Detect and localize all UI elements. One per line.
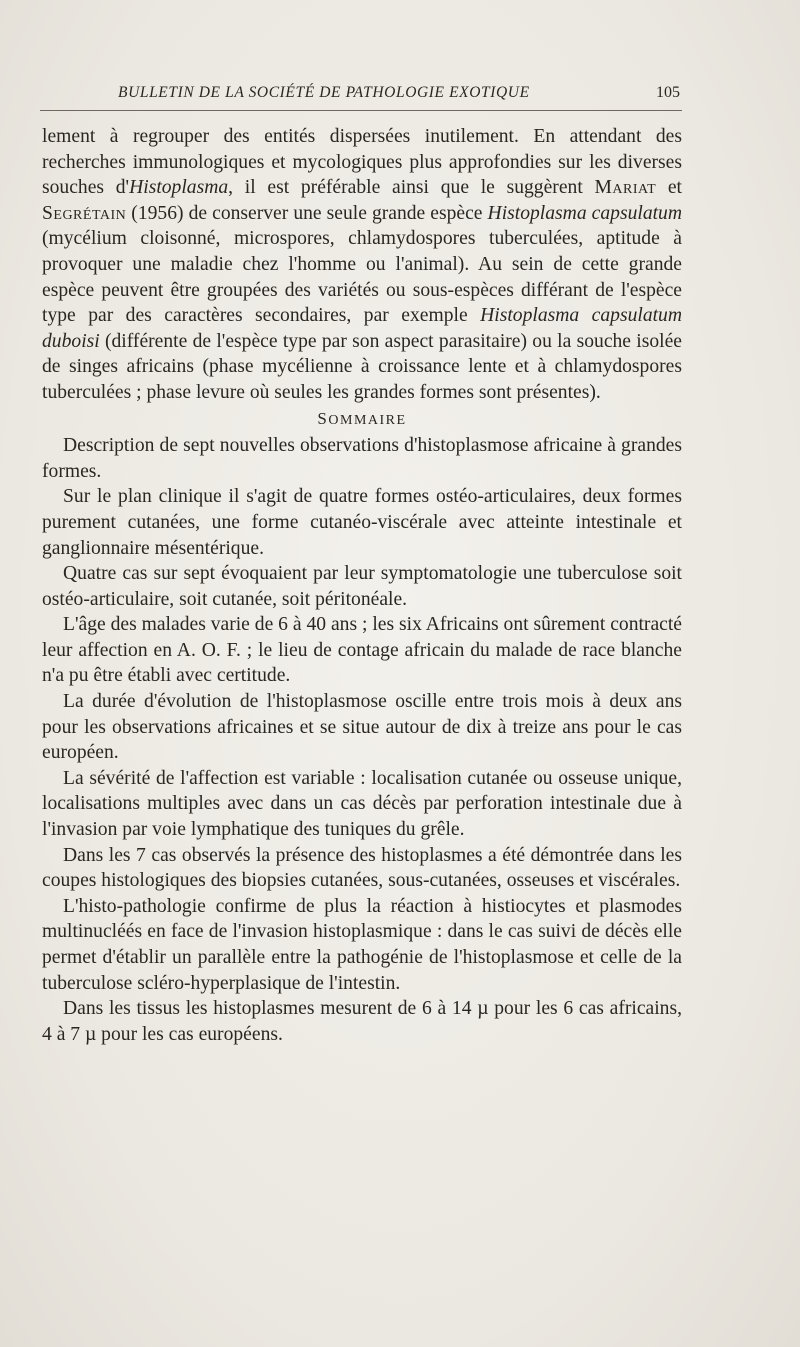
summary-paragraph: Quatre cas sur sept évoquaient par leur symptomatologie une tuberculose soit ostéo-articulaire, soit cutanée, soit péritonéale. bbox=[42, 563, 682, 610]
running-title: BULLETIN DE LA SOCIÉTÉ DE PATHOLOGIE EXOTIQUE bbox=[118, 84, 530, 101]
summary-paragraph: L'âge des malades varie de 6 à 40 ans ; les six Africains ont sûrement contracté leur affection en A. O. F. ; le lieu de contage africain du malade de race blanche n'a pu être établi avec certitude. bbox=[42, 614, 682, 687]
summary-paragraph: Dans les 7 cas observés la présence des histoplasmes a été démontrée dans les coupes histologiques des biopsies cutanées, sous-cutanées, osseuses et viscérales. bbox=[42, 844, 682, 892]
page-number: 105 bbox=[656, 84, 680, 101]
author-segretain: Segrétain bbox=[42, 202, 127, 224]
body-text bbox=[42, 124, 682, 1047]
intro-text-2: , il est préférable ainsi que le suggèrent bbox=[228, 177, 595, 199]
genus-name: Histoplasma bbox=[129, 177, 229, 199]
heading-rest: OMMAIRE bbox=[328, 412, 407, 428]
author-mariat: Mariat bbox=[594, 177, 657, 199]
intro-text-4: (1956) de conserver une seule grande espèce bbox=[126, 202, 488, 224]
intro-text-6: (différente de l'espèce type par son aspect parasitaire) ou la souche isolée de singes africains (phase mycélienne à croissance lente et à chlamydospores tuberculées ; phase levure où seules les grandes formes sont présentes). bbox=[42, 330, 682, 403]
intro-paragraph bbox=[42, 124, 682, 406]
intro-text-1: lement à regrouper des entités dispersées inutilement. En attendant des recherches immunologiques et mycologiques plus approfondies sur les diverses souches d' bbox=[42, 126, 682, 199]
subspecies-name: Histoplasma capsulatum duboisi bbox=[42, 305, 683, 352]
heading-initial: S bbox=[317, 408, 329, 428]
section-heading-sommaire bbox=[42, 406, 682, 434]
intro-text-5: (mycélium cloisonné, microspores, chlamydospores tuberculées, aptitude à provoquer une maladie chez l'homme ou l'animal). Au sein de cette grande espèce peuvent être groupées des variétés ou sous-espèces différant de l'espèce type par des caractères secondaires, par exemple bbox=[42, 228, 682, 327]
summary-paragraph: Dans les tissus les histoplasmes mesurent de 6 à 14 µ pour les 6 cas africains, 4 à 7 µ pour les cas européens. bbox=[42, 998, 682, 1045]
summary-paragraph: La sévérité de l'affection est variable : localisation cutanée ou osseuse unique, localisations multiples avec dans un cas décès par perforation intestinale due à l'invasion par voie lymphatique des tuniques du grêle. bbox=[42, 767, 682, 841]
summary-paragraph: La durée d'évolution de l'histoplasmose oscille entre trois mois à deux ans pour les observations africaines et se situe autour de dix à treize ans pour le cas européen. bbox=[42, 691, 682, 764]
intro-text-3: et bbox=[656, 177, 682, 199]
running-header bbox=[40, 80, 682, 111]
summary-paragraph: Sur le plan clinique il s'agit de quatre formes ostéo-articulaires, deux formes purement cutanées, une forme cutanéo-viscérale avec atteinte intestinale et ganglionnaire mésentérique. bbox=[42, 486, 682, 559]
summary-paragraph: L'histo-pathologie confirme de plus la réaction à histiocytes et plasmodes multinucléés en face de l'invasion histoplasmique : dans le cas suivi de décès elle permet d'établir un parallèle entre la pathogénie de l'histoplasmose et celle de la tuberculose scléro-hyperplasique de l'intestin. bbox=[42, 895, 682, 994]
summary-paragraph: Description de sept nouvelles observations d'histoplasmose africaine à grandes formes. bbox=[42, 435, 682, 482]
species-name: Histoplasma capsulatum bbox=[487, 202, 683, 224]
